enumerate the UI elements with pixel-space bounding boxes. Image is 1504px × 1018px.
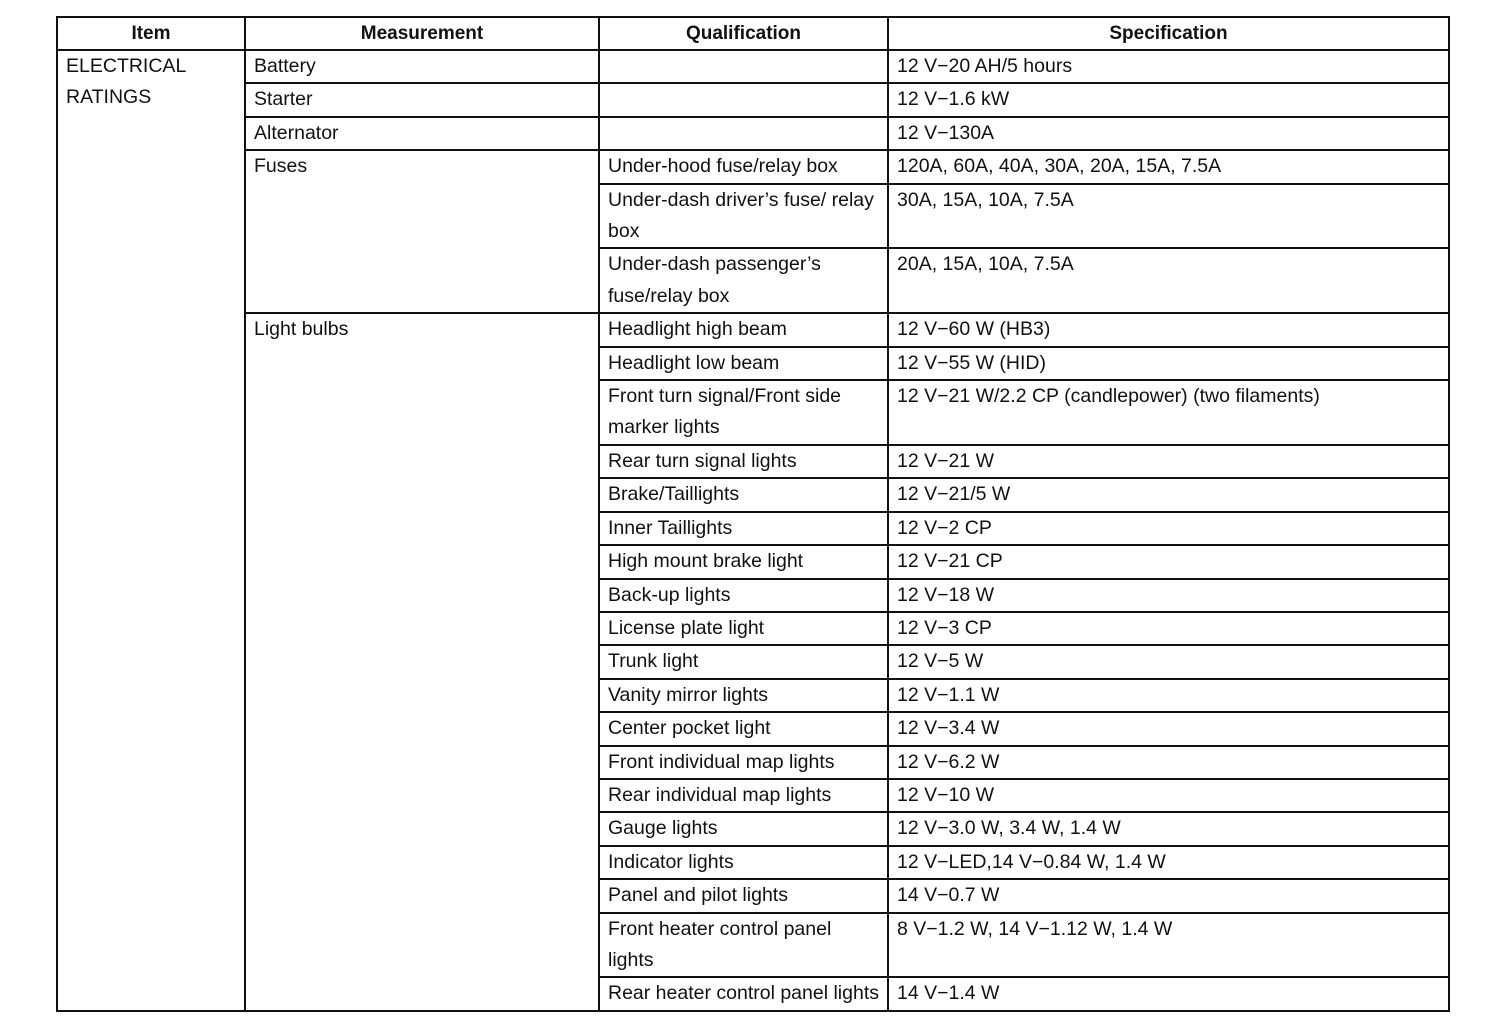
specification-cell: 12 V−10 W [888,779,1449,812]
qualification-cell: Under-dash driver’s fuse/ relay box [599,184,888,249]
qualification-cell: Headlight low beam [599,347,888,380]
qualification-cell: Vanity mirror lights [599,679,888,712]
qualification-cell: Center pocket light [599,712,888,745]
qualification-cell: Front turn signal/Front side marker lights [599,380,888,445]
qualification-cell: Indicator lights [599,846,888,879]
item-label-line2: RATINGS [66,86,152,109]
specification-cell: 14 V−0.7 W [888,879,1449,912]
specification-cell: 120A, 60A, 40A, 30A, 20A, 15A, 7.5A [888,150,1449,183]
table-header [57,17,1449,50]
electrical-ratings-table [56,16,1450,1012]
qualification-cell: Rear heater control panel lights [599,977,888,1010]
measurement-cell-light-bulbs: Light bulbs [245,313,599,1011]
table-row [57,150,1449,183]
header-row [57,17,1449,50]
qualification-cell [599,117,888,150]
specification-cell: 12 V−18 W [888,579,1449,612]
measurement-cell: Alternator [245,117,599,150]
header-qualification: Qualification [599,17,888,50]
measurement-cell-fuses: Fuses [245,150,599,313]
specification-cell: 12 V−21/5 W [888,478,1449,511]
specification-cell: 12 V−55 W (HID) [888,347,1449,380]
qualification-cell: Rear individual map lights [599,779,888,812]
qualification-cell: Gauge lights [599,812,888,845]
measurement-cell: Battery [245,50,599,83]
qualification-cell: Front individual map lights [599,746,888,779]
specification-cell: 12 V−20 AH/5 hours [888,50,1449,83]
table-row [57,117,1449,150]
qualification-cell: Trunk light [599,645,888,678]
specification-cell: 12 V−21 W/2.2 CP (candlepower) (two filaments) [888,380,1449,445]
qualification-cell: Back-up lights [599,579,888,612]
qualification-cell: Under-dash passenger’s fuse/relay box [599,248,888,313]
table-row [57,50,1449,83]
qualification-cell: Front heater control panel lights [599,913,888,978]
qualification-cell: Headlight high beam [599,313,888,346]
qualification-cell: Under-hood fuse/relay box [599,150,888,183]
item-cell [57,50,245,1011]
specification-cell: 14 V−1.4 W [888,977,1449,1010]
specification-cell: 12 V−3 CP [888,612,1449,645]
qualification-cell [599,83,888,116]
specification-cell: 12 V−60 W (HB3) [888,313,1449,346]
specification-cell: 30A, 15A, 10A, 7.5A [888,184,1449,249]
specification-cell: 20A, 15A, 10A, 7.5A [888,248,1449,313]
table-row [57,313,1449,346]
item-label-line1: ELECTRICAL [66,55,187,77]
specification-cell: 12 V−2 CP [888,512,1449,545]
header-measurement: Measurement [245,17,599,50]
qualification-cell: Inner Taillights [599,512,888,545]
specification-cell: 12 V−1.1 W [888,679,1449,712]
table-body [57,50,1449,1011]
header-specification: Specification [888,17,1449,50]
specification-cell: 12 V−LED,14 V−0.84 W, 1.4 W [888,846,1449,879]
qualification-cell: Brake/Taillights [599,478,888,511]
qualification-cell: License plate light [599,612,888,645]
qualification-cell [599,50,888,83]
measurement-cell: Starter [245,83,599,116]
specification-cell: 12 V−3.0 W, 3.4 W, 1.4 W [888,812,1449,845]
specification-cell: 12 V−21 W [888,445,1449,478]
qualification-cell: Rear turn signal lights [599,445,888,478]
header-item: Item [57,17,245,50]
specification-cell: 12 V−6.2 W [888,746,1449,779]
specification-cell: 12 V−130A [888,117,1449,150]
specification-cell: 8 V−1.2 W, 14 V−1.12 W, 1.4 W [888,913,1449,978]
specification-cell: 12 V−21 CP [888,545,1449,578]
qualification-cell: Panel and pilot lights [599,879,888,912]
specification-cell: 12 V−1.6 kW [888,83,1449,116]
specification-cell: 12 V−3.4 W [888,712,1449,745]
specification-cell: 12 V−5 W [888,645,1449,678]
table-row [57,83,1449,116]
qualification-cell: High mount brake light [599,545,888,578]
